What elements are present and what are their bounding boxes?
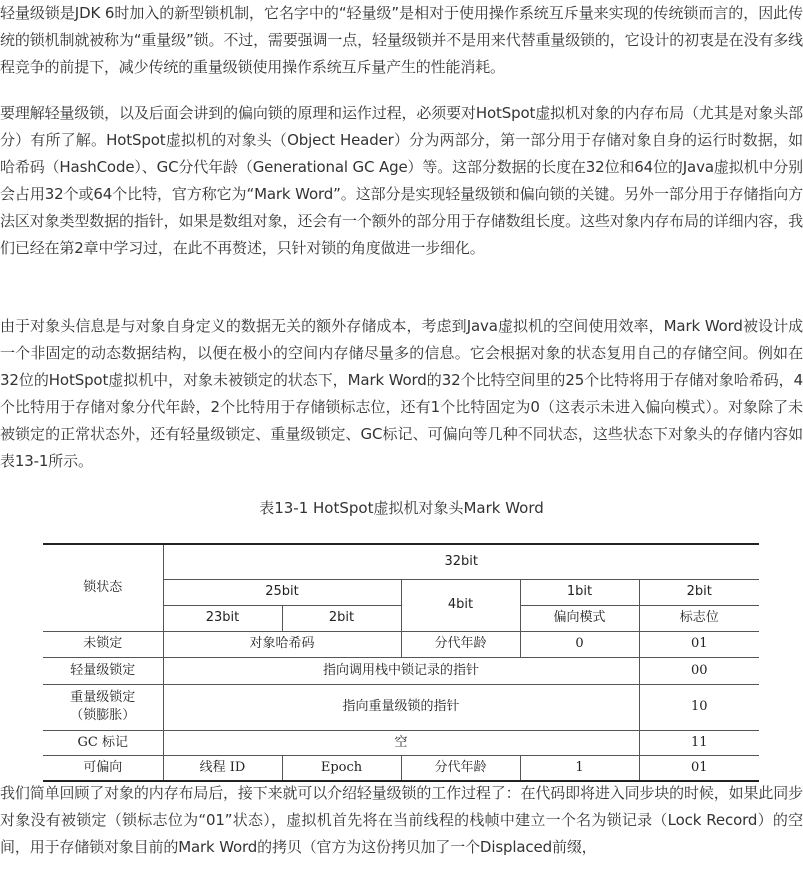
cell-state-unlocked: 未锁定 bbox=[43, 631, 163, 657]
paragraph-object-header: 要理解轻量级锁，以及后面会讲到的偏向锁的原理和运作过程，必须要对HotSpot虚拟机对象的内存布局（尤其是对象头部分）有所了解。HotSpot虚拟机的对象头（Object Header）分为两部分，第一部分用于存储对象自身的运行时数据，如哈希码（HashCode）、GC分代年龄（Generational GC Age）等。这部分数据的长度在32位和64位的Java虚拟机中分别会占用32个或64个比特，官方称它为“Mark Word”。这部分是实现轻量级锁和偏向锁的关键。另外一部分用于存储指向方法区对象类型数据的指针，如果是数组对象，还会有一个额外的部分用于存储数组长度。这些对象内存布局的详细内容，我们已经在第2章中学习过，在此不再赘述，只针对锁的角度做进一步细化。 bbox=[0, 104, 803, 257]
heavyweight-sublabel: （锁膨胀） bbox=[70, 708, 136, 723]
table-caption: 表13-1 HotSpot虚拟机对象头Mark Word bbox=[259, 499, 544, 517]
cell-biased-biasable: 1 bbox=[520, 755, 639, 781]
cell-age-biasable: 分代年龄 bbox=[401, 755, 520, 781]
header-2bit-sub: 2bit bbox=[282, 605, 401, 631]
paragraph-mark-word: 由于对象头信息是与对象自身定义的数据无关的额外存储成本，考虑到Java虚拟机的空间使用效率，Mark Word被设计成一个非固定的动态数据结构，以便在极小的空间内存储尽量多的信息。它会根据对象的状态复用自己的存储空间。例如在32位的HotSpot虚拟机中，对象未被锁定的状态下，Mark Word的32个比特空间里的25个比特将用于存储对象哈希码，4个比特用于存储对象分代年龄，2个比特用于存储锁标志位，还有1个比特固定为0（这表示未进入偏向模式）。对象除了未被锁定的正常状态外，还有轻量级锁定、重量级锁定、GC标记、可偏向等几种不同状态，这些状态下对象头的存储内容如表13-1所示。 bbox=[0, 317, 803, 470]
header-biased-mode: 偏向模式 bbox=[520, 605, 639, 631]
cell-state-gc: GC 标记 bbox=[43, 730, 163, 755]
cell-flag-lightweight: 00 bbox=[639, 657, 759, 684]
cell-age-unlocked: 分代年龄 bbox=[401, 631, 520, 657]
paragraph-lightweight-lock-process: 我们简单回顾了对象的内存布局后，接下来就可以介绍轻量级锁的工作过程了：在代码即将进入同步块的时候，如果此同步对象没有被锁定（锁标志位为“01”状态），虚拟机首先将在当前线程的栈帧中建立一个名为锁记录（Lock Record）的空间，用于存储锁对象目前的Mark Word的拷贝（官方为这份拷贝加了一个Displaced前缀， bbox=[0, 784, 803, 856]
header-25bit: 25bit bbox=[163, 579, 401, 605]
cell-flag-unlocked: 01 bbox=[639, 631, 759, 657]
header-flag-bits: 标志位 bbox=[639, 605, 759, 631]
cell-hash: 对象哈希码 bbox=[163, 631, 401, 657]
row-biasable bbox=[43, 755, 759, 781]
row-lightweight bbox=[43, 657, 759, 684]
row-gc bbox=[43, 730, 759, 755]
cell-thread-id: 线程 ID bbox=[163, 755, 282, 781]
cell-state-biasable: 可偏向 bbox=[43, 755, 163, 781]
cell-state-heavyweight bbox=[43, 684, 163, 730]
cell-state-lightweight: 轻量级锁定 bbox=[43, 657, 163, 684]
header-23bit: 23bit bbox=[163, 605, 282, 631]
header-row-1 bbox=[43, 544, 759, 579]
header-1bit: 1bit bbox=[520, 579, 639, 605]
cell-flag-biasable: 01 bbox=[639, 755, 759, 781]
cell-gc-empty: 空 bbox=[163, 730, 639, 755]
heavyweight-label: 重量级锁定 bbox=[70, 690, 136, 705]
cell-flag-heavyweight: 10 bbox=[639, 684, 759, 730]
header-4bit: 4bit bbox=[401, 579, 520, 631]
cell-heavyweight-pointer: 指向重量级锁的指针 bbox=[163, 684, 639, 730]
cell-lightweight-pointer: 指向调用栈中锁记录的指针 bbox=[163, 657, 639, 684]
paragraph-lightweight-lock-intro: 轻量级锁是JDK 6时加入的新型锁机制，它名字中的“轻量级”是相对于使用操作系统互斥量来实现的传统锁而言的，因此传统的锁机制就被称为“重量级”锁。不过，需要强调一点，轻量级锁并不是用来代替重量级锁的，它设计的初衷是在没有多线程竞争的前提下，减少传统的重量级锁使用操作系统互斥量产生的性能消耗。 bbox=[0, 4, 803, 76]
header-2bit: 2bit bbox=[639, 579, 759, 605]
header-lock-state: 锁状态 bbox=[43, 544, 163, 631]
cell-biased-unlocked: 0 bbox=[520, 631, 639, 657]
header-32bit: 32bit bbox=[163, 544, 759, 579]
mark-word-table bbox=[43, 543, 759, 782]
cell-epoch: Epoch bbox=[282, 755, 401, 781]
row-heavyweight bbox=[43, 684, 759, 730]
cell-flag-gc: 11 bbox=[639, 730, 759, 755]
row-unlocked bbox=[43, 631, 759, 657]
